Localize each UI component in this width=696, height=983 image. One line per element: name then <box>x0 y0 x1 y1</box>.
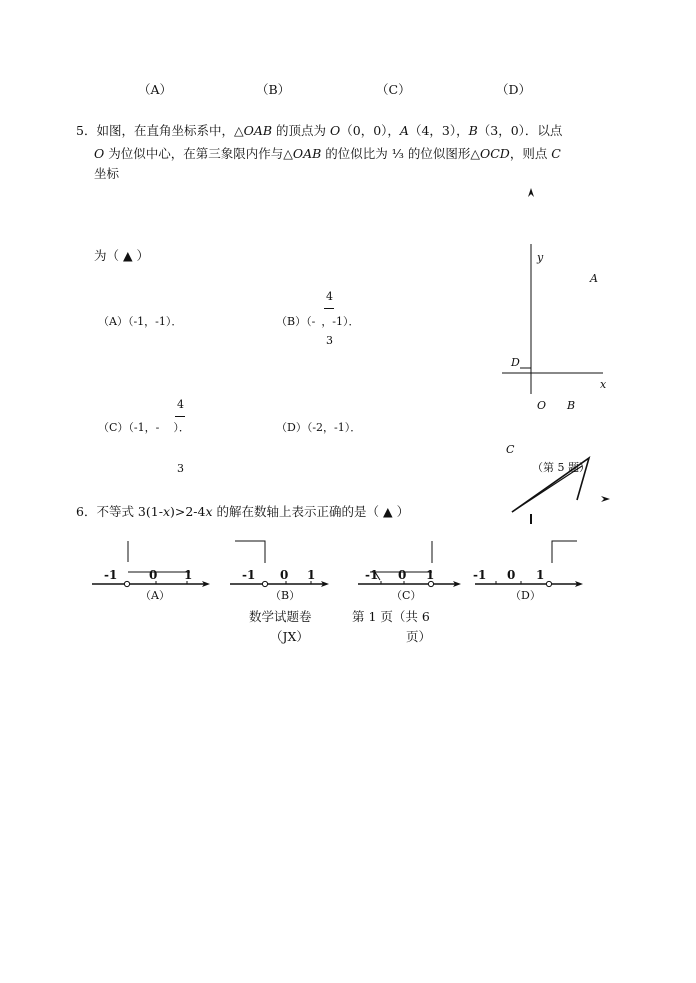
top-option-b: （B） <box>256 82 291 97</box>
footer-page-suffix: 页） <box>406 629 432 644</box>
label-a: A <box>590 272 598 285</box>
tick-d-0: 0 <box>507 568 516 582</box>
footer-title-code: （JX） <box>270 629 309 644</box>
q5-line1: 5．如图，在直角坐标系中，△OAB 的顶点为 O（0，0），A（4，3），B（3，0）．以点 <box>76 123 563 138</box>
number-line-d <box>475 541 583 587</box>
open-circle <box>262 581 267 586</box>
tick-d-neg1: -1 <box>473 568 487 582</box>
q5-option-b: （B）（- ，-1）． <box>276 315 360 328</box>
top-option-a: （A） <box>138 82 173 97</box>
label-x: x <box>600 378 607 391</box>
q5-option-b-numerator: 4 <box>326 290 333 303</box>
tick-d-1: 1 <box>536 568 545 582</box>
label-b: B <box>567 399 576 412</box>
open-circle <box>124 581 129 586</box>
tick-c-neg1: -1 <box>365 568 379 582</box>
q5-line3: 坐标 <box>94 166 120 181</box>
tick-a-0: 0 <box>149 568 158 582</box>
q5-option-c: （C）（-1，- ）． <box>98 421 190 434</box>
q5-option-b-denominator: 3 <box>326 334 333 347</box>
open-circle <box>428 581 433 586</box>
q5-line4: 为（ ▲ ） <box>94 248 150 263</box>
label-y: y <box>537 251 544 264</box>
top-option-d: （D） <box>496 82 532 97</box>
tick-b-0: 0 <box>280 568 289 582</box>
tick-a-neg1: -1 <box>104 568 118 582</box>
figure-caption: （第 5 题） <box>532 461 590 474</box>
tick-c-1: 1 <box>426 568 435 582</box>
q5-option-a: （A）（-1，-1）． <box>98 315 183 328</box>
tick-b-1: 1 <box>307 568 316 582</box>
footer-title: 数学试题卷 <box>249 609 312 624</box>
tick-b-neg1: -1 <box>242 568 256 582</box>
open-circle <box>546 581 551 586</box>
q6-label-c: （C） <box>391 589 422 602</box>
q5-line2: O 为位似中心，在第三象限内作与△OAB 的位似比为 ⅓ 的位似图形△OCD，则点 C <box>94 146 561 161</box>
q5-option-d: （D）（-2，-1）． <box>276 421 362 434</box>
q5-option-c-numerator: 4 <box>177 398 184 411</box>
tick-a-1: 1 <box>184 568 193 582</box>
q6-text: 6．不等式 3(1-x)>2-4x 的解在数轴上表示正确的是（ ▲ ） <box>76 504 410 519</box>
label-o: O <box>537 399 547 412</box>
top-option-c: （C） <box>376 82 411 97</box>
q6-label-b: （B） <box>270 589 301 602</box>
label-c: C <box>506 443 515 456</box>
label-d: D <box>511 356 520 369</box>
q6-label-d: （D） <box>510 589 541 602</box>
footer-page: 第 1 页（共 6 <box>352 609 430 624</box>
q5-option-c-denominator: 3 <box>177 462 184 475</box>
q6-label-a: （A） <box>140 589 170 602</box>
tick-c-0: 0 <box>398 568 407 582</box>
